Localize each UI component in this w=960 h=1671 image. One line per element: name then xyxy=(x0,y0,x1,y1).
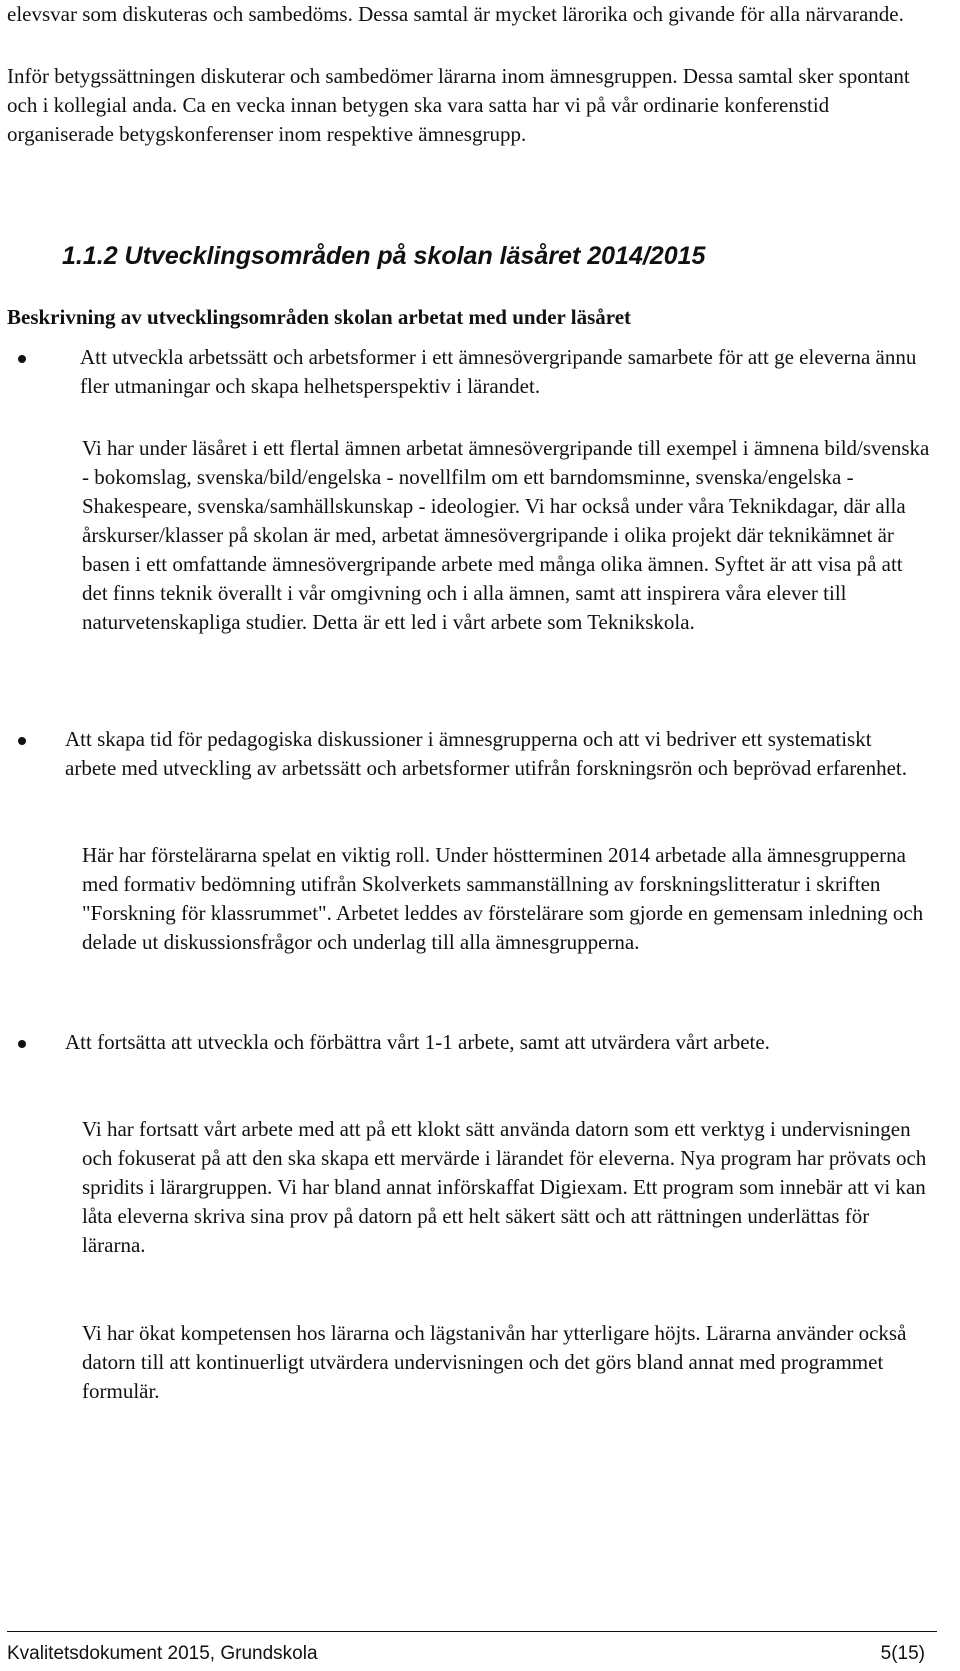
bullet-2-paragraph: Här har förstelärarna spelat en viktig roll. Under höstterminen 2014 arbetade alla ämnesgrupperna med formativ bedömning utifrån Skolverkets sammanställning av forskningslitteratur i skriften "Forskning för klassrummet". Arbetet leddes av förstelärare som gjorde en gemensam inledning och delade ut diskussionsfrågor och underlag till alla ämnesgrupperna. xyxy=(82,843,924,954)
bullet-3-paragraph-2: Vi har ökat kompetensen hos lärarna och lägstanivån har ytterligare höjts. Lärarna använder också datorn till att kontinuerligt utvärdera undervisningen och det görs bland annat med programmet formulär. xyxy=(82,1321,907,1403)
footer-document-title: Kvalitetsdokument 2015, Grundskola xyxy=(7,1643,318,1664)
intro-paragraph-2: Inför betygssättningen diskuterar och sambedömer lärarna inom ämnesgruppen. Dessa samtal sker spontant och i kollegial anda. Ca en vecka innan betygen ska vara satta har vi på vår ordinarie konferenstid organiserade betygskonferenser inom respektive ämnesgrupp. xyxy=(7,64,910,146)
footer-divider xyxy=(7,1631,937,1632)
intro-paragraph-1: elevsvar som diskuteras och sambedöms. Dessa samtal är mycket lärorika och givande för alla närvarande. xyxy=(7,2,904,26)
bullet-text-3: Att fortsätta att utveckla och förbättra vårt 1-1 arbete, samt att utvärdera vårt arbete. xyxy=(65,1030,770,1054)
section-subheading: Beskrivning av utvecklingsområden skolan arbetat med under läsåret xyxy=(7,305,632,329)
section-heading: 1.1.2 Utvecklingsområden på skolan läsåret 2014/2015 xyxy=(62,242,706,270)
bullet-icon xyxy=(18,1040,26,1048)
bullet-icon xyxy=(18,737,26,745)
bullet-1-paragraph: Vi har under läsåret i ett flertal ämnen arbetat ämnesövergripande till exempel i ämnena bild/svenska - bokomslag, svenska/bild/engelska - novellfilm om ett barndomsminne, svenska/engelska - Shakespeare, svenska/samhällskunskap - ideologier. Vi har också under våra Teknikdagar, där alla årskurser/klasser på skolan är med, arbetat ämnesövergripande i olika projekt där teknikämnet är basen i ett omfattande ämnesövergripande arbete med många olika ämnen. Syftet är att visa på att det finns teknik överallt i vår omgivning och i alla ämnen, samt att inspirera våra elever till naturvetenskapliga studier. Detta är ett led i vårt arbete som Teknikskola. xyxy=(82,436,930,634)
bullet-text-1: Att utveckla arbetssätt och arbetsformer i ett ämnesövergripande samarbete för att ge eleverna ännu fler utmaningar och skapa helhetsperspektiv i lärandet. xyxy=(80,345,917,398)
footer-page-number: 5(15) xyxy=(880,1643,925,1664)
bullet-text-2: Att skapa tid för pedagogiska diskussioner i ämnesgrupperna och att vi bedriver ett systematiskt arbete med utveckling av arbetssätt och arbetsformer utifrån forskningsrön och beprövad erfarenhet. xyxy=(65,727,907,780)
bullet-icon xyxy=(18,355,26,363)
bullet-3-paragraph-1: Vi har fortsatt vårt arbete med att på ett klokt sätt använda datorn som ett verktyg i undervisningen och fokuserat på att den ska skapa ett mervärde i lärandet för eleverna. Nya program har prövats och spridits i lärargruppen. Vi har bland annat införskaffat Digiexam. Ett program som innebär att vi kan låta eleverna skriva sina prov på datorn på ett helt säkert sätt och att rättningen underlättas för lärarna. xyxy=(82,1117,927,1257)
